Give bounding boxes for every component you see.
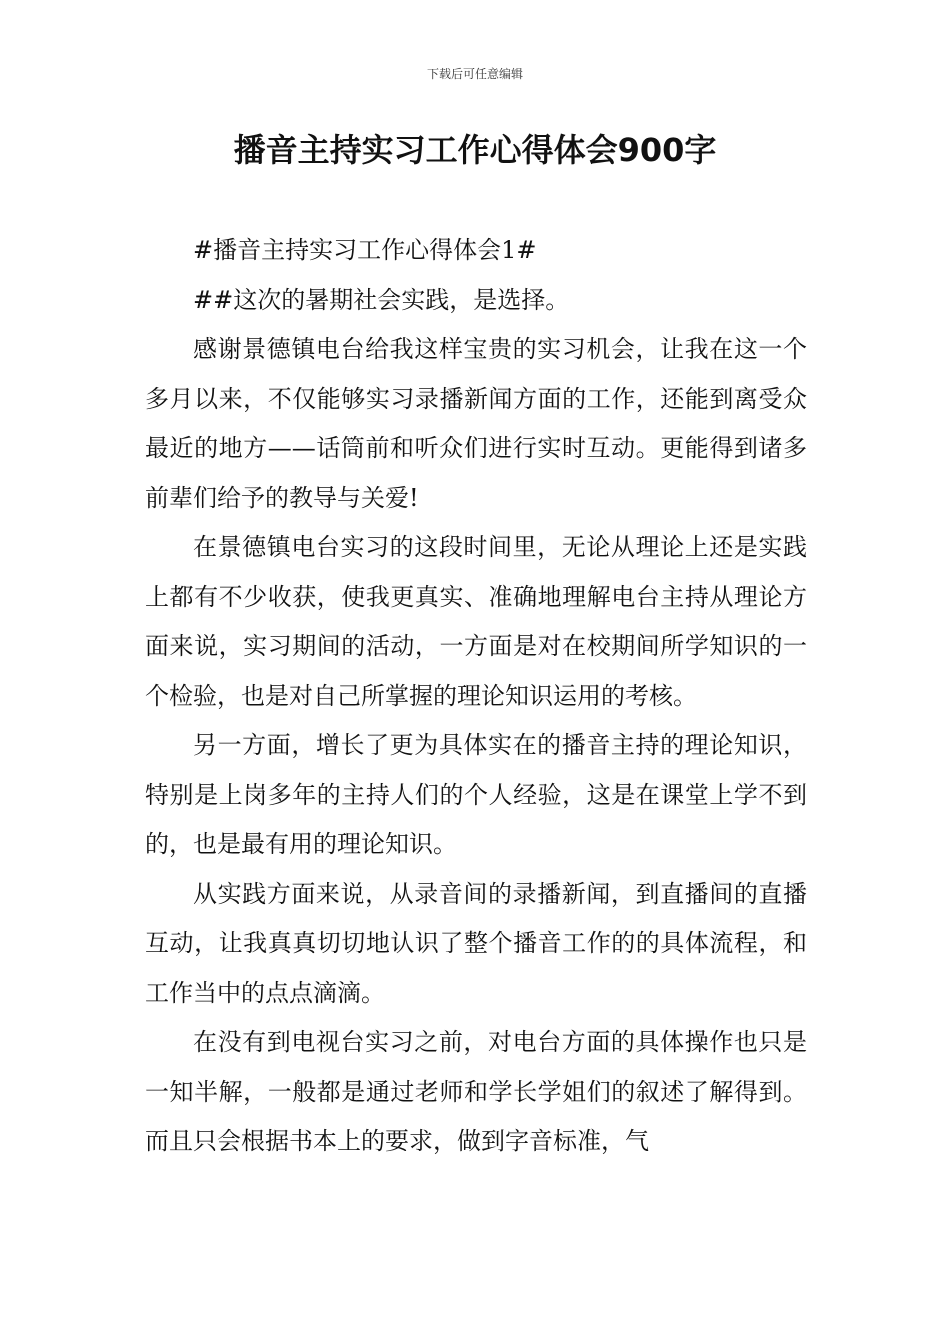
paragraph-heading-2: ##这次的暑期社会实践，是选择。	[193, 285, 570, 314]
paragraph: 另一方面，增长了更为具体实在的播音主持的理论知识，特别是上岗多年的主持人们的个人经验，这是在课堂上学不到的，也是最有用的理论知识。	[145, 731, 807, 858]
paragraph: 感谢景德镇电台给我这样宝贵的实习机会，让我在这一个多月以来，不仅能够实习录播新闻方面的工作，还能到离受众最近的地方——话筒前和听众们进行实时互动。更能得到诸多前辈们给予的教导与关爱!	[145, 335, 807, 512]
header-note: 下载后可任意编辑	[426, 67, 523, 81]
paragraph: 在景德镇电台实习的这段时间里，无论从理论上还是实践上都有不少收获，使我更真实、准确地理解电台主持从理论方面来说，实习期间的活动，一方面是对在校期间所学知识的一个检验，也是对自己所掌握的理论知识运用的考核。	[145, 533, 807, 710]
document-body	[145, 226, 807, 1167]
paragraph: 从实践方面来说，从录音间的录播新闻，到直播间的直播互动，让我真真切切地认识了整个播音工作的的具体流程，和工作当中的点点滴滴。	[145, 879, 807, 1007]
paragraph: 在没有到电视台实习之前，对电台方面的具体操作也只是一知半解，一般都是通过老师和学长学姐们的叙述了解得到。而且只会根据书本上的要求，做到字音标准，气	[145, 1028, 807, 1155]
paragraph-heading-1: #播音主持实习工作心得体会1#	[193, 236, 537, 264]
document-title: 播音主持实习工作心得体会900字	[233, 131, 717, 169]
